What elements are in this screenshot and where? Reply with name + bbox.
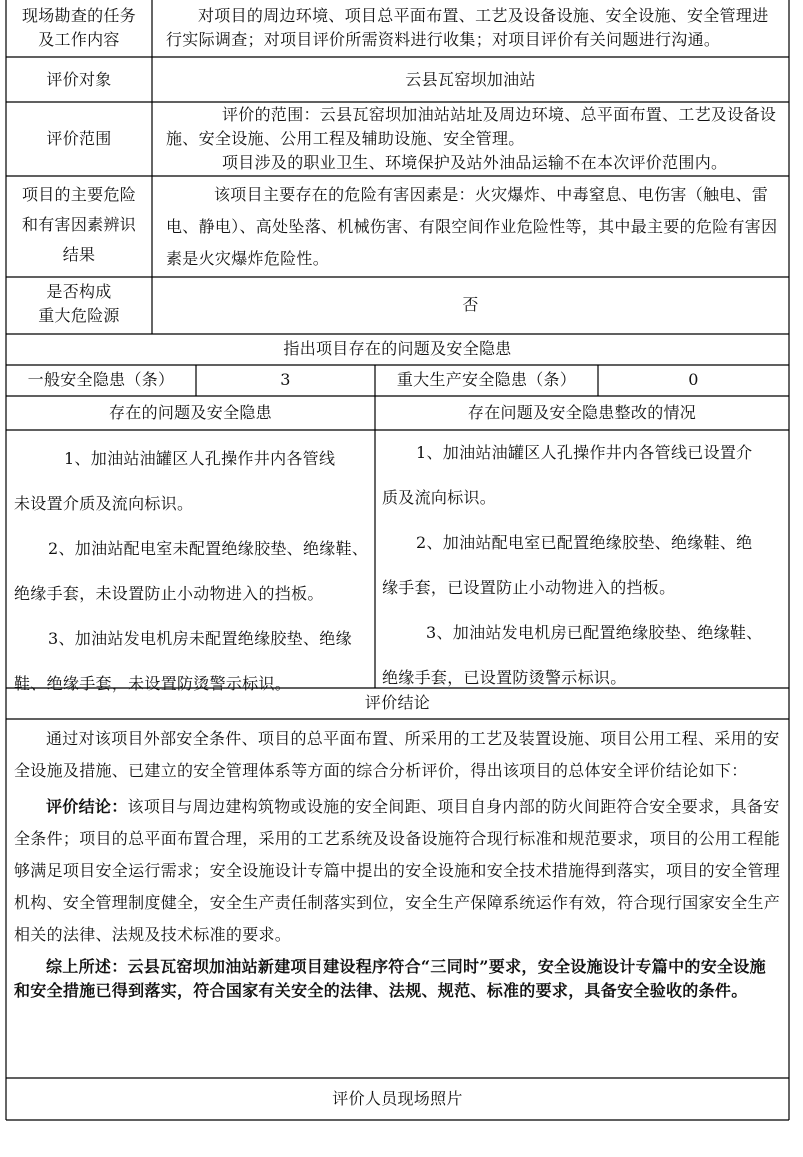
problem-item-3-line-1: 3、加油站发电机房未配置绝缘胶垫、绝缘	[48, 629, 352, 648]
hazards-label-line-1: 项目的主要危险	[21, 185, 137, 204]
rectification-item-3-line-2: 绝缘手套，已设置防烫警示标识。	[382, 668, 627, 687]
conclusion-bold-label: 评价结论：	[46, 797, 128, 816]
major-hazard-value	[152, 277, 789, 334]
hazards-content-text: 该项目主要存在的危险有害因素是：火灾爆炸、中毒窒息、电伤害（触电、雷电、静电）、高处坠落、机械伤害、有限空间作业危险性等，其中最主要的危险有害因素是火灾爆炸危险性。	[166, 185, 778, 268]
task-label-line-1: 现场勘查的任务	[21, 6, 137, 25]
object-value	[152, 57, 789, 102]
scope-paragraph-1: 评价的范围：云县瓦窑坝加油站站址及周边环境、总平面布置、工艺及设备设施、安全设施、公用工程及辅助设施、安全管理。	[166, 105, 777, 148]
photos-title-text: 评价人员现场照片	[332, 1089, 463, 1108]
scope-label-text: 评价范围	[46, 129, 112, 148]
problem-item-1-line-1: 1、加油站油罐区人孔操作井内各管线	[64, 449, 336, 468]
general-hazard-count	[196, 365, 375, 396]
conclusion-title-text: 评价结论	[364, 693, 431, 712]
conclusion-evaluation-text: 该项目与周边建构筑物或设施的安全间距、项目自身内部的防火间距符合安全要求，具备安全条件；项目的总平面布置合理，采用的工艺系统及设备设施符合现行标准和规范要求，项目的公用工程能够满足项目安全运行需求；安全设施设计专篇中提出的安全设施和安全技术措施得到落实，项目的安全管理机构、安全管理制度健全，安全生产责任制落实到位，安全生产保障系统运作有效，符合现行国家安全生产相关的法律、法规及技术标准的要求。	[14, 797, 781, 944]
problems-header-text: 存在的问题及安全隐患	[108, 403, 272, 422]
photos-title	[6, 1078, 789, 1120]
hazards-label-line-2: 和有害因素辨识	[21, 215, 137, 234]
object-label-text: 评价对象	[46, 70, 112, 89]
rectifications-header-text: 存在问题及安全隐患整改的情况	[467, 403, 697, 422]
general-hazard-count-text: 3	[280, 370, 291, 389]
conclusion-body	[6, 719, 789, 1078]
problem-item-1-line-2: 未设置介质及流向标识。	[14, 494, 194, 513]
major-hazard-count-text: 0	[688, 370, 699, 389]
problem-item-2-line-2: 绝缘手套，未设置防止小动物进入的挡板。	[14, 584, 324, 603]
task-content	[152, 0, 789, 57]
hazards-content	[152, 176, 789, 277]
rectification-item-2-line-2: 缘手套，已设置防止小动物进入的挡板。	[382, 578, 676, 597]
hazards-label-line-3: 结果	[62, 245, 96, 264]
conclusion-evaluation	[14, 791, 781, 951]
general-hazard-label	[6, 365, 196, 396]
major-hazard-count	[598, 365, 789, 396]
scope-content	[152, 102, 789, 176]
major-hazard-label-line-2: 重大危险源	[38, 306, 120, 325]
conclusion-title	[6, 688, 789, 719]
major-hazard-count-label	[375, 365, 598, 396]
rectification-item-1-line-1: 1、加油站油罐区人孔操作井内各管线已设置介	[416, 443, 753, 462]
rectifications-header	[375, 396, 789, 430]
major-hazard-value-text: 否	[462, 295, 479, 314]
issues-title	[6, 334, 789, 365]
general-hazard-label-text: 一般安全隐患（条）	[27, 370, 175, 389]
problem-item-3-line-2: 鞋、绝缘手套，未设置防烫警示标识。	[14, 674, 292, 693]
problems-header	[6, 396, 375, 430]
object-value-text: 云县瓦窑坝加油站	[405, 70, 536, 89]
rectification-item-2-line-1: 2、加油站配电室已配置绝缘胶垫、绝缘鞋、绝	[416, 533, 753, 552]
major-hazard-label-line-1: 是否构成	[46, 282, 112, 301]
hazards-label	[6, 176, 152, 277]
rectification-item-3-line-1: 3、加油站发电机房已配置绝缘胶垫、绝缘鞋、	[426, 623, 763, 642]
major-hazard-count-label-text: 重大生产安全隐患（条）	[396, 370, 577, 389]
task-content-text: 对项目的周边环境、项目总平面布置、工艺及设备设施、安全设施、安全管理进行实际调查；对项目评价所需资料进行收集；对项目评价有关问题进行沟通。	[166, 6, 769, 49]
task-label-line-2: 及工作内容	[38, 30, 120, 49]
issues-title-text: 指出项目存在的问题及安全隐患	[283, 339, 512, 358]
scope-paragraph-2: 项目涉及的职业卫生、环境保护及站外油品运输不在本次评价范围内。	[222, 153, 728, 172]
problems-list	[6, 430, 375, 693]
conclusion-intro: 通过对该项目外部安全条件、项目的总平面布置、所采用的工艺及装置设施、项目公用工程、采用的安全设施及措施、已建立的安全管理体系等方面的综合分析评价，得出该项目的总体安全评价结论如下：	[14, 729, 780, 780]
object-label	[6, 57, 152, 102]
major-hazard-label	[6, 277, 152, 334]
problem-item-2-line-1: 2、加油站配电室未配置绝缘胶垫、绝缘鞋、	[48, 539, 369, 558]
conclusion-summary: 综上所述：云县瓦窑坝加油站新建项目建设程序符合“三同时”要求，安全设施设计专篇中的安全设施和安全措施已得到落实，符合国家有关安全的法律、法规、规范、标准的要求，具备安全验收的条件。	[14, 957, 766, 1000]
task-label	[6, 0, 152, 57]
rectifications-list	[375, 430, 789, 688]
scope-label	[6, 102, 152, 176]
rectification-item-1-line-2: 质及流向标识。	[382, 488, 497, 507]
